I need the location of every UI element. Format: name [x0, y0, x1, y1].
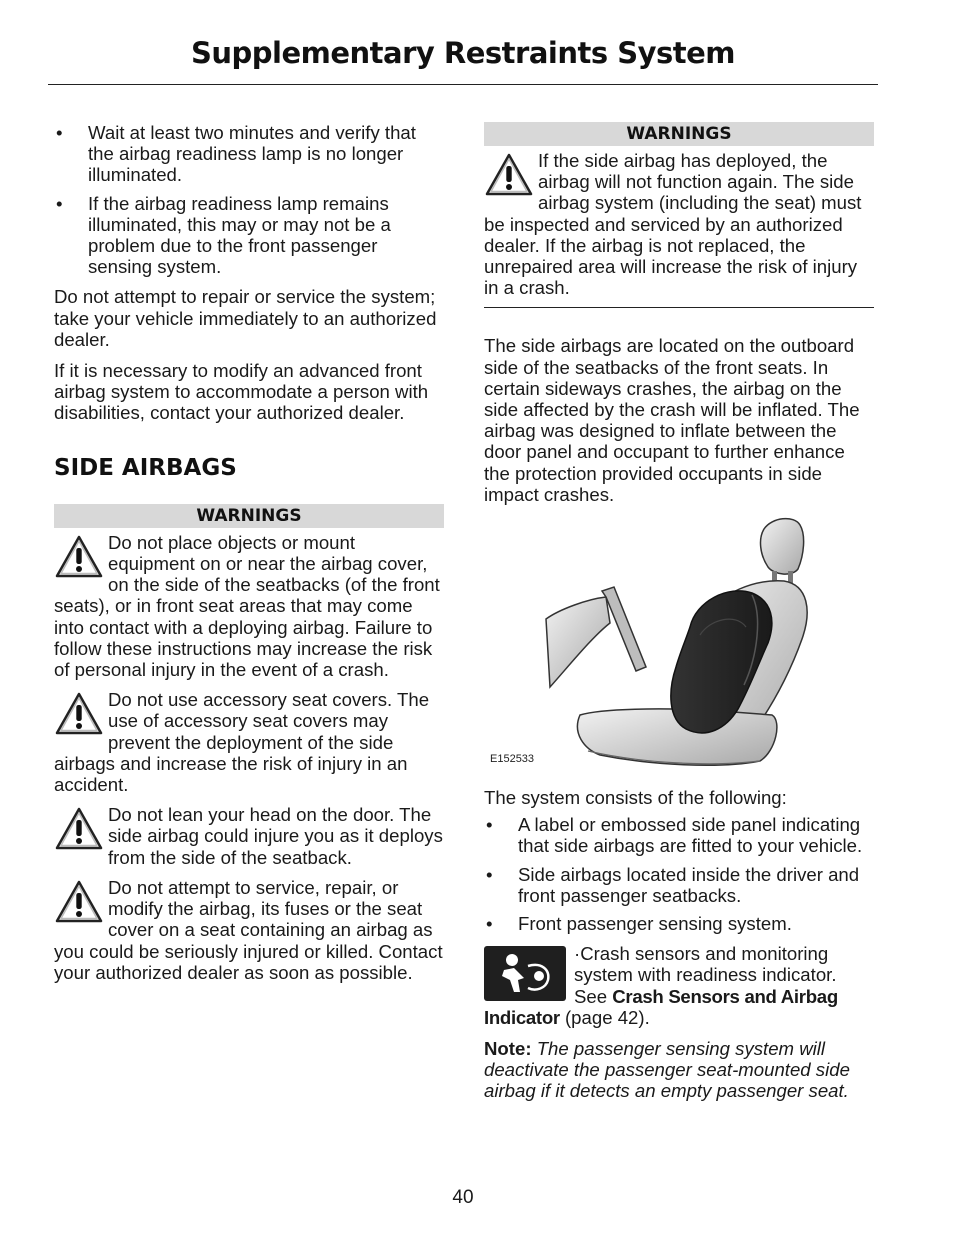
right-bullet-list [484, 814, 874, 934]
readiness-indicator-item: ·Crash sensors and monitoring system with readiness indicator. See Crash Sensors and Airbag Indicator (page 42). [484, 943, 838, 1028]
warning-item: Do not attempt to service, repair, or modify the airbag, its fuses or the seat cover on a seat containing an airbag as you could be seriously injured or killed. Contact your authorized dealer as soon as possible. [54, 876, 443, 983]
warning-item: Do not lean your head on the door. The side airbag could injure you as it deploys from the side of the seatback. [54, 804, 444, 868]
seat-airbag-illustration [484, 515, 874, 787]
paragraph: The side airbags are located on the outboard side of the seatbacks of the front seats. In certain sideways crashes, the airbag on the side affected by the crash will be inflated. The airbag was designed to inflate between the door panel and occupant to further enhance the protection provided occupants in side impact crashes. [484, 335, 860, 505]
list-item: • Side airbags located inside the driver and front passenger seatbacks. [486, 863, 860, 906]
warning-triangle-icon [54, 534, 104, 580]
warning-triangle-icon [54, 879, 104, 925]
warning-triangle-icon [484, 152, 534, 198]
title-rule [48, 84, 878, 85]
list-item: • If the airbag readiness lamp remains illuminated, this may or may not be a problem due to the front passenger sensing system. [56, 192, 391, 278]
note: Note: The passenger sensing system will deactivate the passenger seat-mounted side airbag if it detects an empty passenger seat. [484, 1038, 850, 1102]
list-item: • Front passenger sensing system. [486, 913, 792, 935]
warning-triangle-icon [54, 691, 104, 737]
paragraph: The system consists of the following: [484, 787, 787, 809]
warning-item: Do not place objects or mount equipment on or near the airbag cover, on the side of the seatbacks (of the front seats), or in front seat areas that may come into contact with a deploying airbag. Failure to follow these instructions may increase the risk of personal injury in the event of a crash. [54, 531, 440, 681]
warning-triangle-icon [54, 806, 104, 852]
left-column [54, 122, 444, 992]
paragraph: If it is necessary to modify an advanced front airbag system to accommodate a person with disabilities, contact your authorized dealer. [54, 360, 429, 424]
bullet-dot: • [56, 122, 63, 143]
airbag-indicator-icon [484, 946, 566, 1001]
bullet-dot: • [56, 192, 63, 214]
figure-code: E152533 [490, 753, 535, 766]
bullet-dot: • [486, 913, 493, 935]
list-item: • Wait at least two minutes and verify that the airbag readiness lamp is no longer illuminated. [56, 122, 416, 186]
bullet-dot: • [486, 814, 493, 836]
left-bullet-list [54, 122, 444, 277]
seat-airbag-image [540, 515, 820, 773]
right-column [484, 122, 874, 1112]
warning-item: Do not use accessory seat covers. The use of accessory seat covers may prevent the deployment of the side airbags and increase the risk of injury in an accident. [54, 689, 430, 796]
cross-reference-link[interactable]: Crash Sensors and Airbag Indicator [484, 985, 838, 1028]
list-item: • A label or embossed side panel indicating that side airbags are fitted to your vehicle. [486, 814, 863, 857]
page-number: 40 [452, 1187, 474, 1208]
warnings-bar: WARNINGS [54, 504, 444, 528]
warnings-end-rule [484, 307, 874, 308]
bullet-dot: • [486, 863, 493, 885]
warnings-bar: WARNINGS [484, 122, 874, 146]
section-heading: SIDE AIRBAGS [54, 454, 237, 481]
page-title: Supplementary Restraints System [190, 36, 736, 70]
warning-item: If the side airbag has deployed, the airbag will not function again. The side airbag system (including the seat) must be inspected and serviced by an authorized dealer. If the airbag is not replaced, the unrepaired area will increase the risk of injury in a crash. [484, 150, 862, 299]
paragraph: Do not attempt to repair or service the system; take your vehicle immediately to an authorized dealer. [54, 286, 437, 350]
